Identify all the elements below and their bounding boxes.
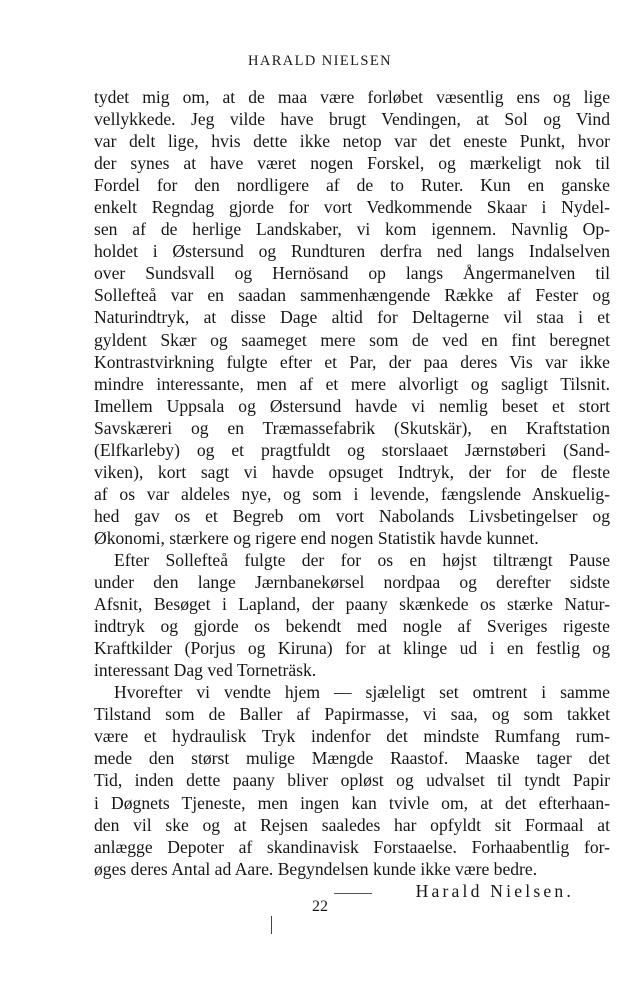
text-line: var delt lige, hvis dette ikke netop var det eneste Punkt, hvor (94, 131, 610, 152)
body-text (94, 86, 610, 902)
folio-rule (334, 893, 372, 894)
text-line: Fordel for den nordligere af de to Ruter. Kun en ganske (94, 175, 610, 196)
text-line: Hvorefter vi vendte hjem — sjæleligt set omtrent i samme (114, 682, 610, 703)
text-line: Imellem Uppsala og Østersund havde vi nemlig beset et stort (94, 395, 610, 416)
text-line: Efter Sollefteå fulgte der for os en højst tiltrængt Pause (114, 549, 610, 570)
signature-text: Harald Nielsen. (415, 880, 574, 901)
text-line: Kraftkilder (Porjus og Kiruna) for at klinge ud i en festlig og (94, 638, 610, 659)
text-line: holdet i Østersund og Rundturen derfra ned langs Indalselven (94, 241, 610, 262)
gutter-mark (271, 916, 272, 934)
text-line: under den lange Jærnbanekørsel nordpaa og derefter sidste (94, 572, 610, 593)
text-line: anlægge Depoter af skandinavisk Forstaaelse. Forhaabentlig for- (94, 836, 610, 857)
text-line: mindre interessante, men af et mere alvorligt og sagligt Tilsnit. (94, 373, 610, 394)
text-line: vellykkede. Jeg vilde have brugt Vendingen, at Sol og Vind (94, 109, 610, 130)
page-number: 22 (312, 898, 328, 915)
text-line: interessant Dag ved Torneträsk. (94, 660, 317, 681)
text-line: Kontrastvirkning fulgte efter et Par, der paa deres Vis var ikke (94, 351, 610, 372)
text-line: Økonomi, stærkere og rigere end nogen Statistik havde kunnet. (94, 527, 539, 548)
text-line: hed gav os et Begreb om vort Nabolands Livsbetingelser og (94, 505, 610, 526)
text-line: over Sundsvall og Hernösand op langs Ångermanelven til (94, 263, 610, 284)
text-line: Tilstand som de Baller af Papirmasse, vi saa, og som takket (94, 704, 610, 725)
text-line: Afsnit, Besøget i Lapland, der paany skænkede os stærke Natur- (94, 594, 610, 615)
text-line: indtryk og gjorde os bekendt med nogle af Sveriges rigeste (94, 616, 610, 637)
text-line: tydet mig om, at de maa være forløbet væsentlig ens og lige (94, 87, 610, 107)
text-line: være et hydraulisk Tryk indenfor det mindste Rumfang rum- (94, 726, 610, 747)
text-line: (Elfkarleby) og et pragtfuldt og storslaaet Jærnstøberi (Sand- (94, 439, 610, 460)
text-line: viken), kort sagt vi havde opsuget Indtryk, der for de fleste (94, 461, 610, 482)
text-line: der synes at have været nogen Forskel, og mærkeligt nok til (94, 153, 610, 174)
text-line: Sollefteå var en saadan sammenhængende Række af Fester og (94, 285, 610, 306)
text-line: Naturindtryk, at disse Dage altid for Deltagerne vil staa i et (94, 307, 610, 328)
text-line: den vil ske og at Rejsen saaledes har opfyldt sit Formaal at (94, 814, 610, 835)
running-head: HARALD NIELSEN (247, 53, 393, 69)
text-line: i Døgnets Tjeneste, men ingen kan tvivle om, at det efterhaan- (94, 792, 610, 813)
text-line: gyldent Skær og saameget mere som de ved en fint beregnet (94, 329, 610, 350)
text-line: enkelt Regndag gjorde for vort Vedkommende Skaar i Nydel- (94, 197, 610, 218)
text-lines (94, 86, 610, 880)
text-line: Savskæreri og en Træmassefabrik (Skutskär), en Kraftstation (94, 417, 610, 438)
text-line: af os var aldeles nye, og som i levende, fængslende Anskuelig- (94, 483, 610, 504)
text-line: sen af de herlige Landskaber, vi kom igennem. Navnlig Op- (94, 219, 610, 240)
text-line: mede den størst mulige Mængde Raastof. Maaske tager det (94, 748, 610, 769)
text-line: øges deres Antal ad Aare. Begyndelsen kunde ikke være bedre. (94, 858, 538, 879)
text-line: Tid, inden dette paany bliver opløst og udvalset til tyndt Papir (94, 770, 610, 791)
